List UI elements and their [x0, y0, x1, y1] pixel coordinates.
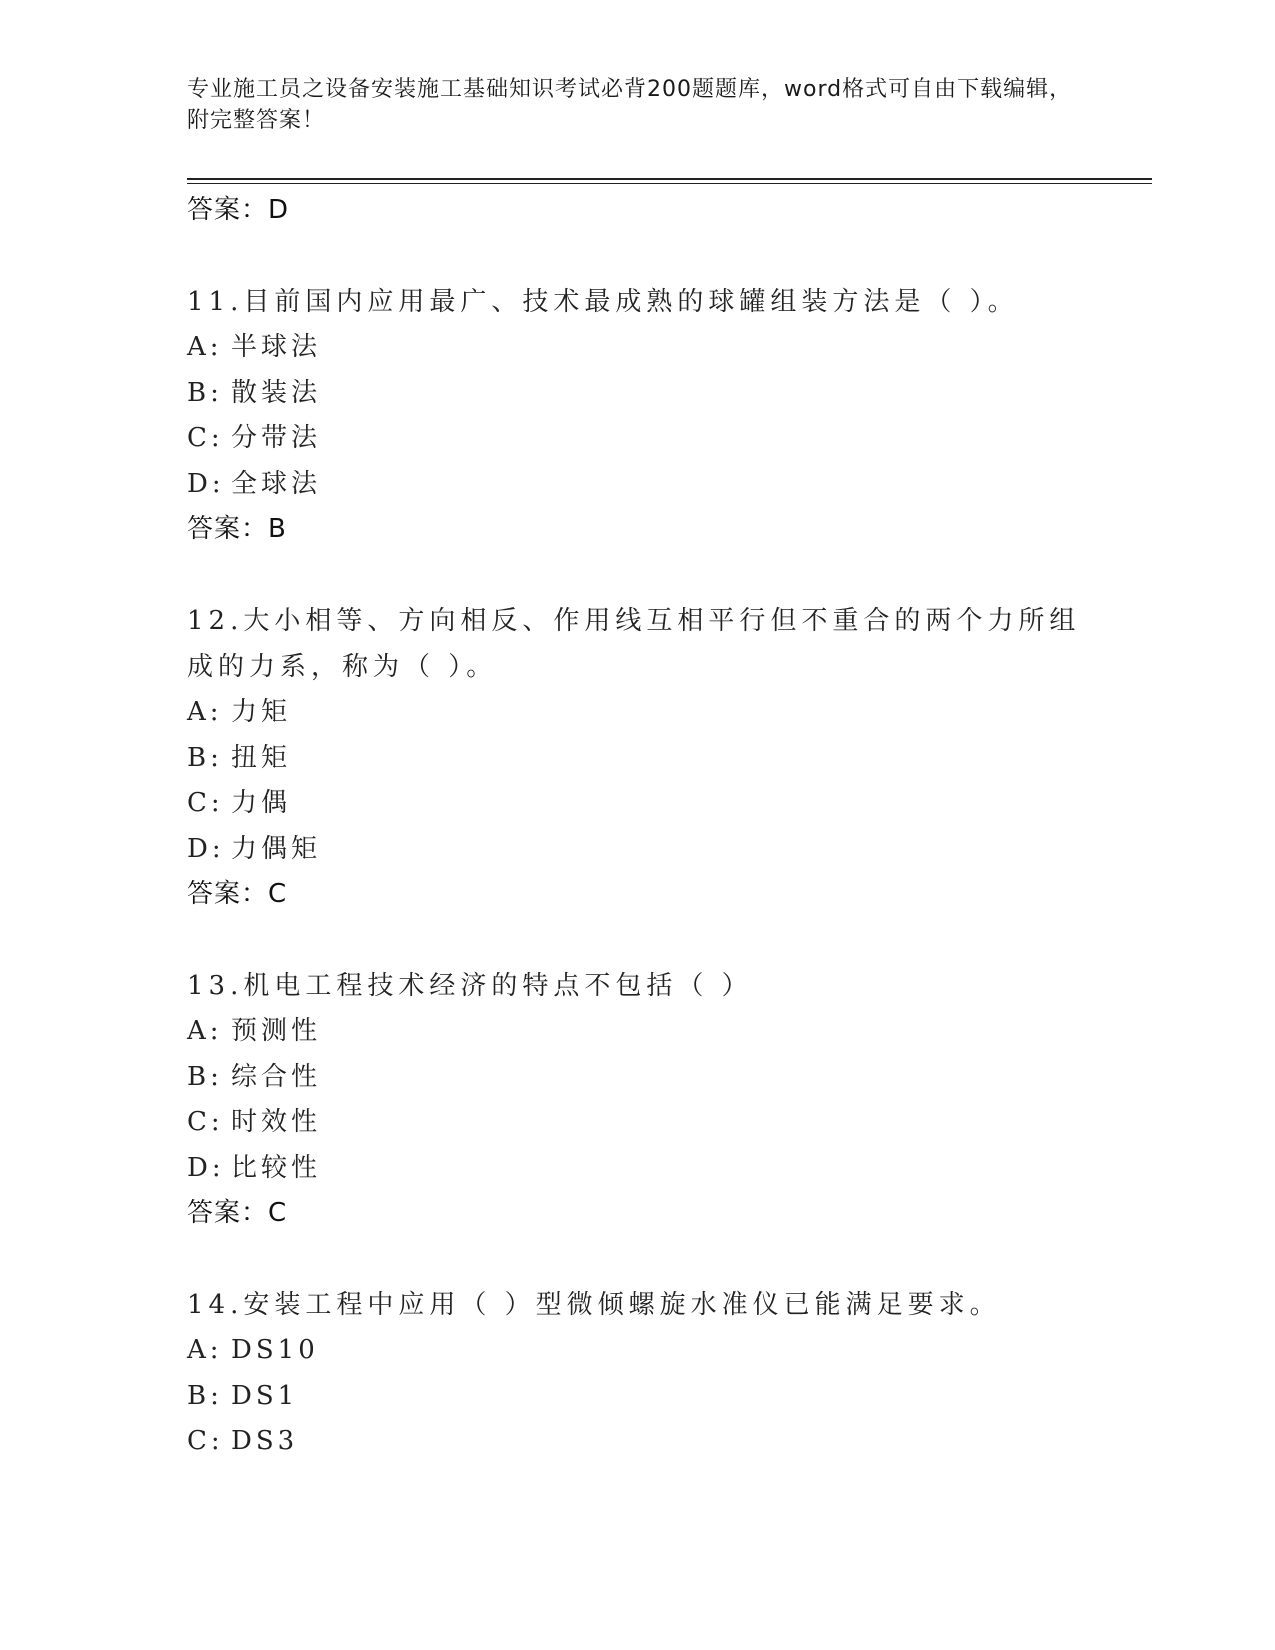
option-a [187, 1009, 1087, 1055]
option-a [187, 1328, 1087, 1374]
option-c [187, 416, 1087, 462]
option-d [187, 462, 1087, 508]
option-text: DS10 [231, 1335, 319, 1365]
option-key: A: [187, 332, 223, 362]
option-text: 预测性 [231, 1016, 322, 1046]
page-header [187, 74, 1087, 136]
option-text: 比较性 [231, 1152, 322, 1183]
option-key: D: [187, 1152, 225, 1183]
option-c [187, 1100, 1087, 1146]
option-text: DS1 [231, 1380, 299, 1411]
option-key: C: [187, 1426, 224, 1456]
option-key: D: [187, 468, 225, 499]
question-stem: 12.大小相等、方向相反、作用线互相平行但不重合的两个力所组成的力系，称为（ ）。 [187, 606, 1081, 682]
option-text: 半球法 [231, 332, 322, 362]
option-text: 时效性 [231, 1107, 322, 1137]
option-b [187, 736, 1087, 782]
question-list [187, 188, 1087, 1465]
option-key: B: [187, 1061, 223, 1092]
option-key: D: [187, 833, 225, 864]
option-d [187, 1146, 1087, 1192]
option-text: 综合性 [231, 1061, 322, 1092]
question-block [187, 963, 1087, 1235]
option-d [187, 827, 1087, 873]
question-block [187, 279, 1087, 551]
option-text: 力矩 [231, 697, 292, 727]
option-key: C: [187, 788, 224, 818]
option-text: 分带法 [231, 423, 322, 453]
option-key: B: [187, 1380, 223, 1411]
document-title: 专业施工员之设备安装施工基础知识考试必背200题题库，word格式可自由下载编辑，附完整答案！ [187, 77, 1073, 133]
option-key: B: [187, 377, 223, 408]
option-key: A: [187, 697, 223, 727]
option-text: 全球法 [231, 468, 322, 499]
header-divider-thin [187, 183, 1152, 184]
option-key: A: [187, 1016, 223, 1046]
option-b [187, 1055, 1087, 1101]
option-text: 力偶矩 [231, 833, 322, 864]
question-stem: 13.机电工程技术经济的特点不包括（ ） [187, 971, 753, 1001]
option-a [187, 325, 1087, 371]
option-text: 散装法 [231, 377, 322, 408]
answer-text: 答案：C [187, 1198, 288, 1228]
option-key: B: [187, 742, 223, 773]
option-text: 扭矩 [231, 742, 292, 773]
question-block [187, 1282, 1087, 1465]
option-key: A: [187, 1335, 223, 1365]
question-block [187, 598, 1087, 916]
option-c [187, 781, 1087, 827]
header-divider [187, 178, 1152, 180]
option-b [187, 1374, 1087, 1420]
option-text: DS3 [231, 1426, 299, 1456]
option-text: 力偶 [231, 788, 292, 818]
option-a [187, 690, 1087, 736]
answer-text: 答案：D [187, 195, 290, 225]
question-stem: 11.目前国内应用最广、技术最成熟的球罐组装方法是（ ）。 [187, 287, 1019, 317]
option-b [187, 371, 1087, 417]
answer-text: 答案：B [187, 514, 287, 544]
answer-text: 答案：C [187, 879, 288, 909]
option-c [187, 1419, 1087, 1465]
question-stem: 14.安装工程中应用（ ）型微倾螺旋水准仪已能满足要求。 [187, 1290, 1001, 1320]
option-key: C: [187, 1107, 224, 1137]
option-key: C: [187, 423, 224, 453]
